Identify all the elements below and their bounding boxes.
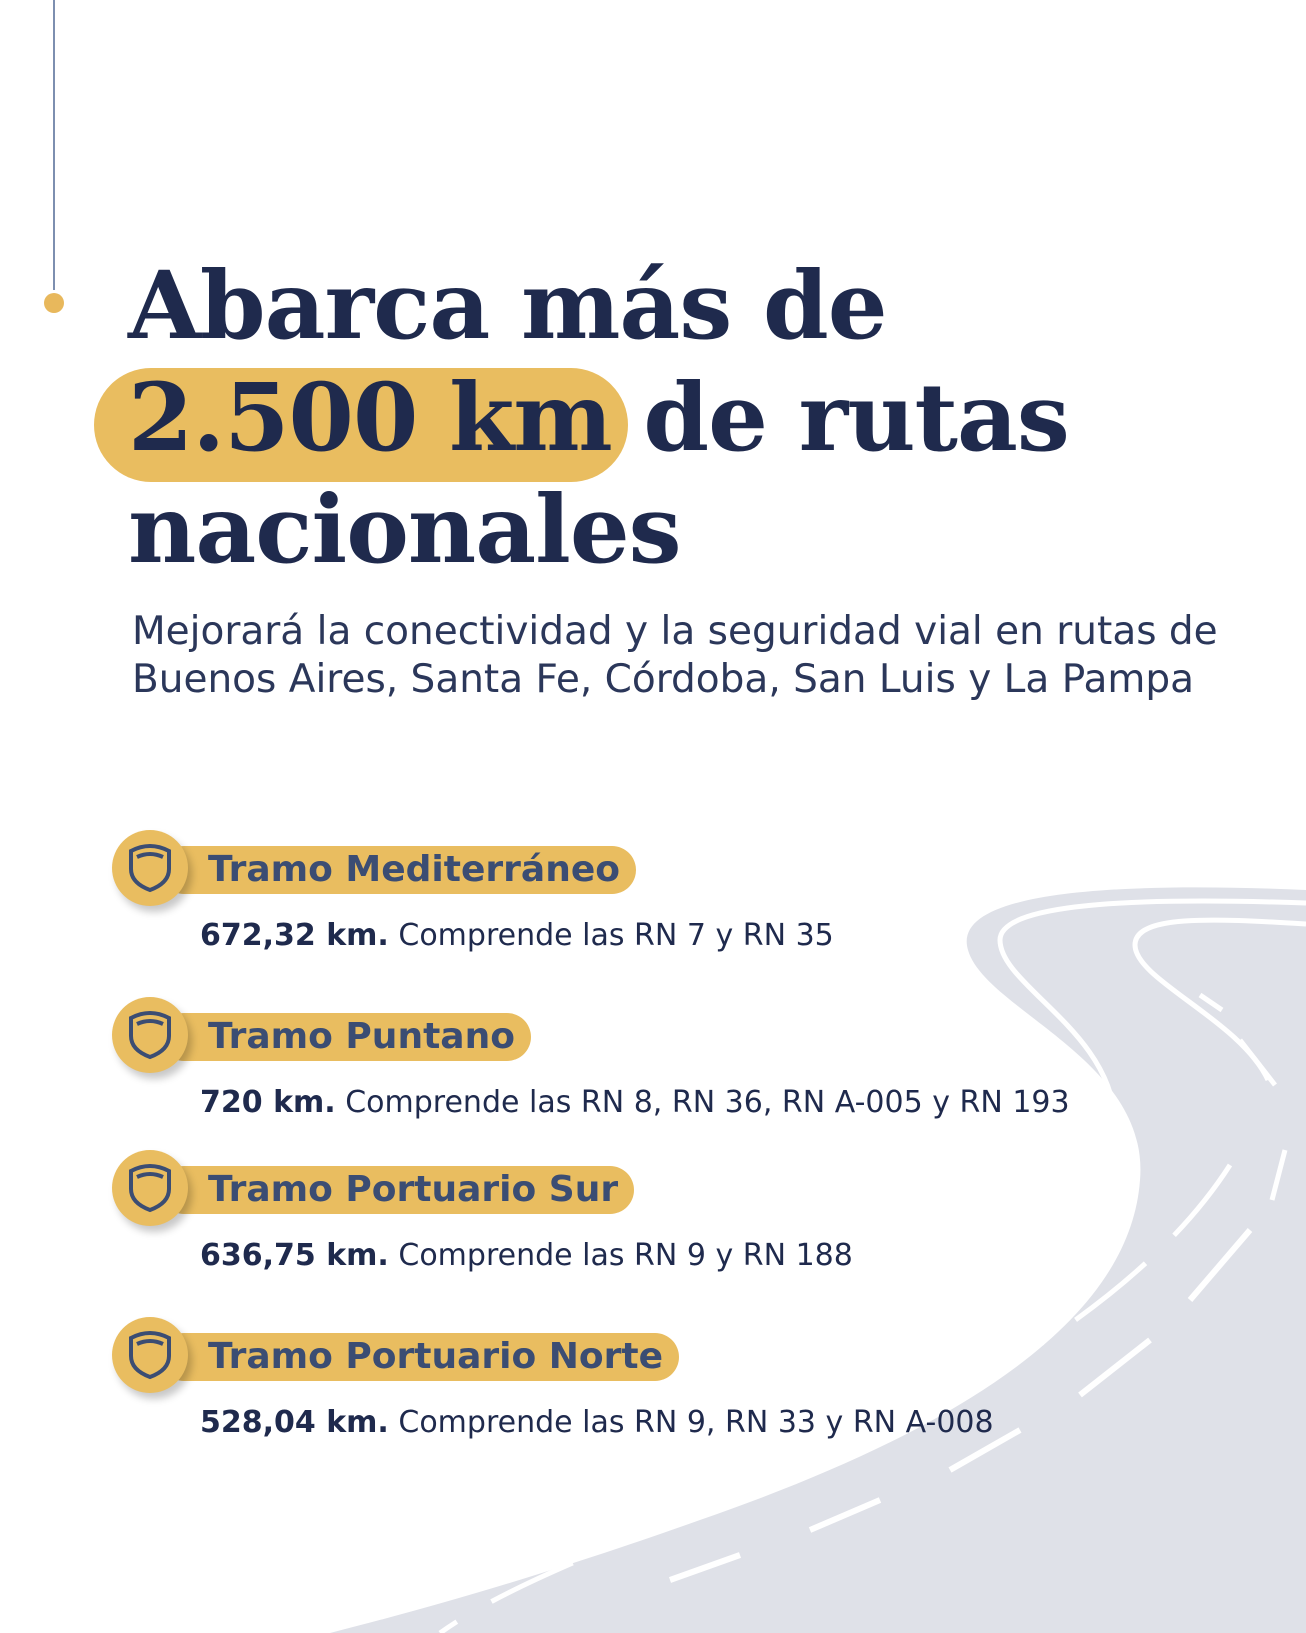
headline-line-3: nacionales xyxy=(128,475,681,585)
section-puntano xyxy=(0,993,1306,1133)
rule-dot xyxy=(44,293,64,313)
section-description xyxy=(200,1236,853,1276)
shield-icon xyxy=(127,1330,173,1380)
section-portuario-norte xyxy=(0,1313,1306,1453)
section-portuario-sur xyxy=(0,1146,1306,1286)
shield-badge xyxy=(112,830,188,906)
section-length: 528,04 km. xyxy=(200,1405,389,1440)
section-detail: Comprende las RN 9 y RN 188 xyxy=(398,1238,853,1273)
section-mediterraneo xyxy=(0,826,1306,966)
section-length: 672,32 km. xyxy=(200,918,389,953)
shield-icon xyxy=(127,843,173,893)
section-description xyxy=(200,1403,994,1443)
shield-icon xyxy=(127,1163,173,1213)
section-detail: Comprende las RN 8, RN 36, RN A-005 y RN 193 xyxy=(345,1085,1070,1120)
headline-highlight: 2.500 km xyxy=(128,363,612,473)
subtitle: Mejorará la conectividad y la seguridad vial en rutas de Buenos Aires, Santa Fe, Córdoba, San Luis y La Pampa xyxy=(132,609,1218,702)
headline xyxy=(128,250,1069,586)
section-description xyxy=(200,1083,1070,1123)
section-length: 636,75 km. xyxy=(200,1238,389,1273)
section-title: Tramo Puntano xyxy=(160,1013,531,1061)
section-title: Tramo Portuario Sur xyxy=(160,1166,634,1214)
section-description xyxy=(200,916,834,956)
section-title: Tramo Portuario Norte xyxy=(160,1333,679,1381)
shield-badge xyxy=(112,1317,188,1393)
shield-badge xyxy=(112,997,188,1073)
section-detail: Comprende las RN 7 y RN 35 xyxy=(398,918,834,953)
shield-icon xyxy=(127,1010,173,1060)
section-length: 720 km. xyxy=(200,1085,336,1120)
headline-line-1: Abarca más de xyxy=(128,251,887,361)
headline-line-2-rest: de rutas xyxy=(643,363,1069,473)
section-title: Tramo Mediterráneo xyxy=(160,846,636,894)
headline-line-2 xyxy=(128,362,1069,474)
shield-badge xyxy=(112,1150,188,1226)
section-detail: Comprende las RN 9, RN 33 y RN A-008 xyxy=(398,1405,994,1440)
vertical-rule xyxy=(53,0,55,290)
